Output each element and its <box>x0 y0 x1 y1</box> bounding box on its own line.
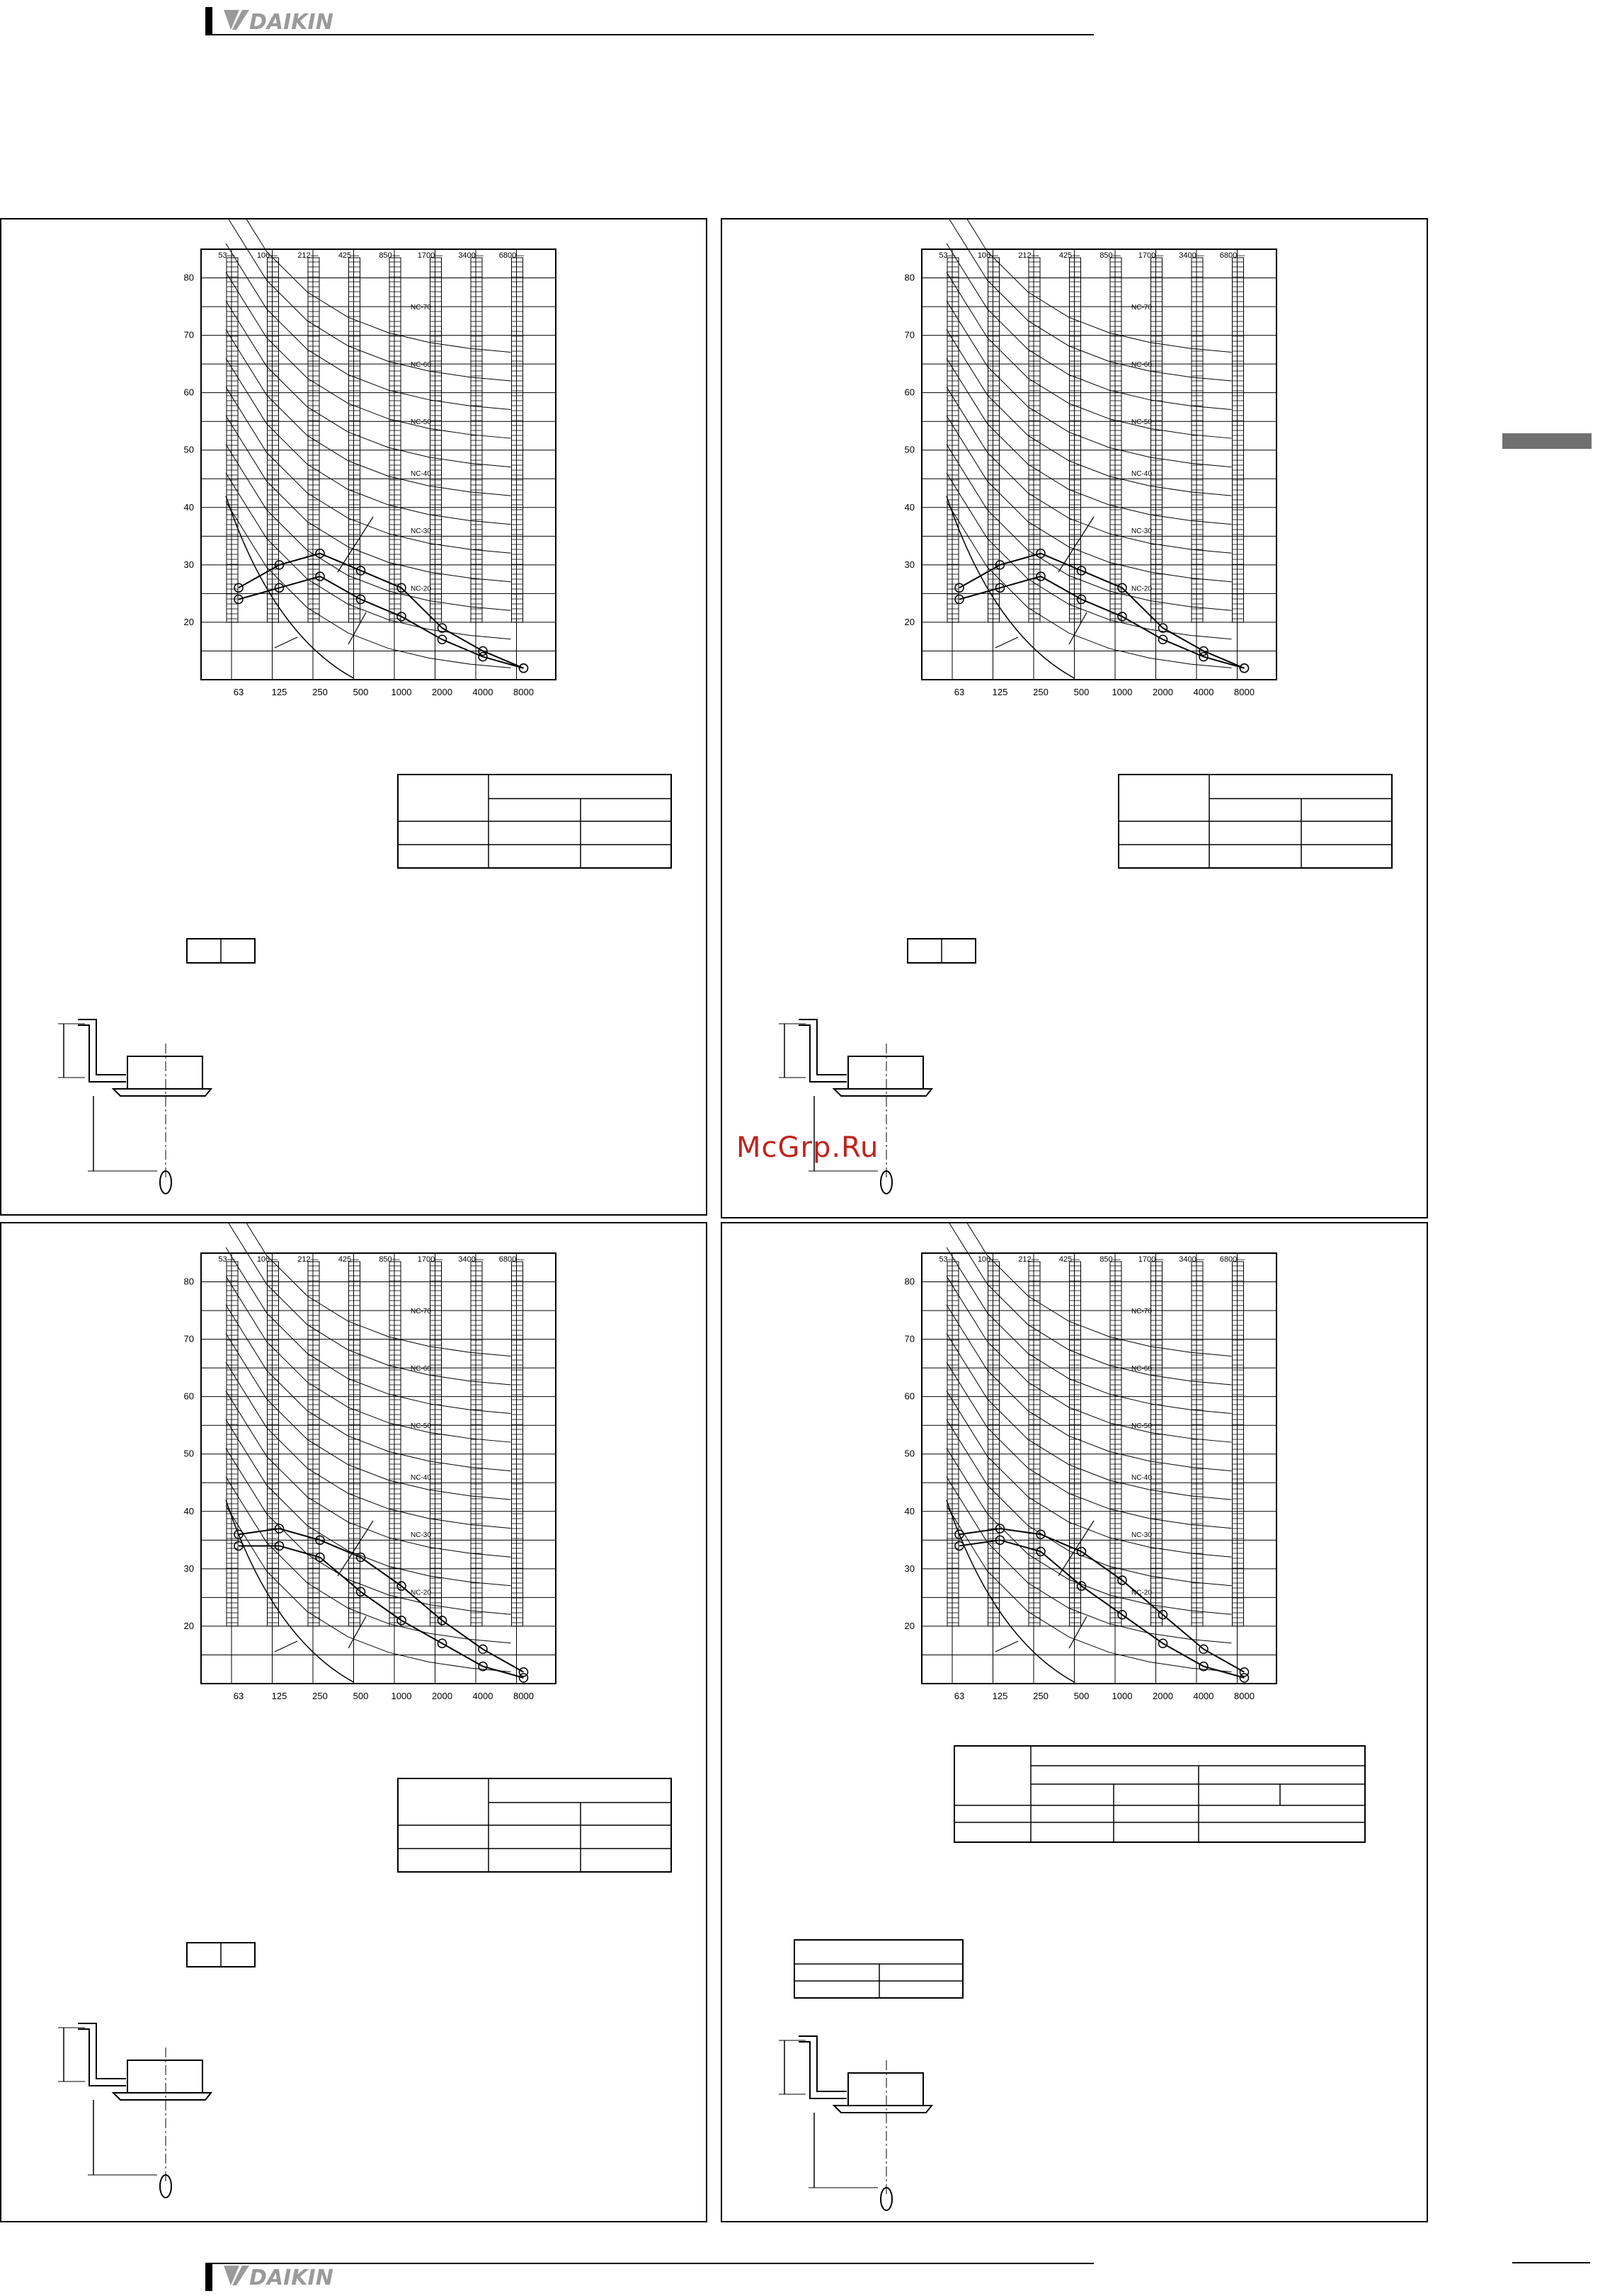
octave-band <box>988 1262 1000 1626</box>
y-tick-label: 70 <box>904 1333 915 1344</box>
octave-band-frame <box>988 1262 1000 1626</box>
nc-label: NC-50 <box>1131 418 1152 427</box>
nc-label: NC-20 <box>1131 585 1152 593</box>
octave-band <box>512 258 523 622</box>
band-label: 1700— <box>1138 1255 1164 1264</box>
octave-band-frame <box>389 1262 401 1626</box>
octave-band-frame <box>1110 258 1121 622</box>
octave-band-frame <box>1192 258 1203 622</box>
leader-line <box>1069 612 1087 644</box>
nc-label: NC-60 <box>411 361 431 370</box>
header-mark <box>205 7 212 35</box>
octave-band-frame <box>430 1262 442 1626</box>
nc-label: NC-30 <box>411 527 431 536</box>
spec-table <box>187 775 671 963</box>
indoor-unit <box>127 1056 202 1089</box>
octave-band <box>389 1262 401 1626</box>
table-frame <box>954 1746 1365 1842</box>
band-label: 425— <box>1058 251 1080 260</box>
x-tick-label: 8000 <box>1234 1691 1255 1701</box>
nc-curve <box>226 272 511 438</box>
x-tick-label: 8000 <box>513 1691 534 1701</box>
nc-label: NC-30 <box>1131 527 1152 536</box>
octave-band <box>430 1262 442 1626</box>
y-tick-label: 80 <box>183 1276 194 1287</box>
nc-label: NC-30 <box>1131 1531 1152 1540</box>
x-tick-label: 500 <box>353 1691 369 1701</box>
y-tick-label: 40 <box>183 1505 194 1517</box>
band-label: 850— <box>379 1255 400 1264</box>
nc-curve <box>947 1333 1232 1500</box>
x-tick-label: 8000 <box>1234 687 1255 697</box>
band-label: 6800— <box>1219 1255 1245 1264</box>
band-label: 106— <box>256 1255 278 1264</box>
octave-band-frame <box>471 258 482 622</box>
octave-band <box>308 258 319 622</box>
nc-curve <box>226 473 511 639</box>
header-bar-bottom <box>205 2263 1094 2291</box>
spec-table <box>908 775 1392 963</box>
band-label: 212— <box>297 251 319 260</box>
leader-line <box>995 1641 1018 1652</box>
nc-curve <box>226 1305 511 1471</box>
octave-band-frame <box>1151 258 1163 622</box>
band-label: 850— <box>1099 251 1121 260</box>
x-tick-label: 63 <box>233 687 244 697</box>
x-tick-label: 1000 <box>391 1691 412 1701</box>
x-tick-label: 63 <box>954 687 965 697</box>
octave-band <box>988 258 1000 622</box>
nc-curve <box>947 1276 1232 1442</box>
octave-band-frame <box>1029 1262 1040 1626</box>
chart-frame <box>201 249 556 680</box>
band-label: 850— <box>1099 1255 1121 1264</box>
band-label: 53— <box>939 1255 956 1264</box>
octave-band <box>268 1262 279 1626</box>
nc-label: NC-40 <box>1131 1474 1152 1483</box>
band-label: 53— <box>218 251 235 260</box>
x-tick-label: 250 <box>312 687 328 697</box>
octave-band <box>1233 258 1244 622</box>
y-tick-label: 40 <box>904 1505 915 1517</box>
y-tick-label: 30 <box>904 559 915 570</box>
nc-curve <box>947 1477 1232 1643</box>
spec-table <box>794 1746 1365 1998</box>
measurement-diagram <box>779 2036 932 2210</box>
x-tick-label: 250 <box>1033 1691 1049 1701</box>
y-tick-label: 50 <box>904 444 915 455</box>
ceiling-profile <box>799 2042 847 2098</box>
octave-band-frame <box>227 258 238 622</box>
y-tick-label: 20 <box>904 616 915 627</box>
band-label: 850— <box>379 251 400 260</box>
indoor-unit <box>127 2060 202 2093</box>
nc-chart <box>184 1223 556 1701</box>
y-tick-label: 50 <box>183 444 194 455</box>
octave-band-frame <box>512 258 523 622</box>
x-tick-label: 4000 <box>1193 687 1214 697</box>
leader-line <box>1058 517 1094 572</box>
x-tick-label: 2000 <box>432 687 452 697</box>
panel-3 <box>0 1222 707 2222</box>
nc-label: NC-20 <box>411 585 431 593</box>
nc-label: NC-40 <box>411 1474 431 1483</box>
octave-band <box>947 258 959 622</box>
band-label: 53— <box>218 1255 235 1264</box>
x-tick-label: 1000 <box>1112 687 1133 697</box>
nc-label: NC-70 <box>1131 1308 1152 1316</box>
footer-mark <box>205 2263 212 2291</box>
x-tick-label: 1000 <box>1112 1691 1133 1701</box>
nc-curve <box>947 1449 1232 1615</box>
octave-band <box>389 258 401 622</box>
band-label: 6800— <box>498 1255 525 1264</box>
chart-frame <box>922 1253 1276 1684</box>
x-tick-label: 250 <box>1033 687 1049 697</box>
ceiling-profile <box>799 1025 847 1082</box>
y-tick-label: 70 <box>904 329 915 341</box>
nc-curve <box>226 358 511 525</box>
chart-frame <box>922 249 1276 680</box>
octave-band <box>1192 1262 1203 1626</box>
octave-band-frame <box>1192 1262 1203 1626</box>
decoration-panel <box>834 1089 932 1096</box>
nc-label: NC-30 <box>411 1531 431 1540</box>
chart-frame <box>201 1253 556 1684</box>
x-tick-label: 4000 <box>472 687 493 697</box>
octave-band-frame <box>1110 1262 1121 1626</box>
nc-curve <box>947 219 1232 352</box>
octave-band <box>1110 258 1121 622</box>
x-tick-label: 125 <box>992 1691 1008 1701</box>
octave-band <box>349 1262 360 1626</box>
nc-label: NC-60 <box>411 1365 431 1373</box>
nc-curve <box>947 301 1232 467</box>
leader-line <box>995 637 1018 648</box>
y-tick-label: 30 <box>183 559 194 570</box>
band-label: 106— <box>977 251 999 260</box>
nc-curve <box>226 1333 511 1500</box>
octave-band <box>471 1262 482 1626</box>
nc-label: NC-70 <box>411 1308 431 1316</box>
nc-curve <box>226 1223 511 1356</box>
nc-label: NC-50 <box>411 1422 431 1431</box>
nc-curve <box>226 219 511 381</box>
x-tick-label: 125 <box>992 687 1008 697</box>
nc-curve <box>226 1477 511 1643</box>
indoor-unit <box>848 1056 923 1089</box>
nc-label: NC-20 <box>411 1589 431 1597</box>
panel-1 <box>0 218 707 1216</box>
band-label: 3400— <box>1179 1255 1204 1264</box>
x-tick-label: 63 <box>233 1691 244 1701</box>
ceiling-profile <box>78 1020 126 1075</box>
ceiling-profile <box>799 2036 847 2091</box>
band-label: 425— <box>338 1255 360 1264</box>
band-label: 3400— <box>458 1255 484 1264</box>
nc-curve <box>226 301 511 467</box>
octave-band <box>227 1262 238 1626</box>
nc-label: NC-60 <box>1131 1365 1152 1373</box>
y-tick-label: 70 <box>183 329 194 341</box>
measurement-diagram <box>58 2023 211 2198</box>
nc-chart <box>184 219 556 697</box>
nc-label: NC-70 <box>1131 304 1152 312</box>
small-table-frame <box>794 1940 963 1998</box>
octave-band <box>1029 258 1040 622</box>
footer-rule <box>212 2263 1094 2264</box>
y-tick-label: 70 <box>183 1333 194 1344</box>
octave-band <box>430 258 442 622</box>
spec-table <box>187 1778 671 1967</box>
band-label: 6800— <box>498 251 525 260</box>
nc-chart <box>905 219 1276 697</box>
octave-band-frame <box>349 1262 360 1626</box>
leader-line <box>275 637 297 648</box>
octave-band <box>947 1262 959 1626</box>
octave-band-frame <box>1070 1262 1081 1626</box>
daikin-logo-text: DAIKIN <box>249 2266 333 2290</box>
y-tick-label: 20 <box>904 1620 915 1631</box>
ceiling-profile <box>78 2023 126 2079</box>
octave-band <box>308 1262 319 1626</box>
x-tick-label: 125 <box>271 687 287 697</box>
band-label: 6800— <box>1219 251 1245 260</box>
nc-curve <box>947 219 1232 381</box>
panel-4-drawing <box>722 1223 1427 2221</box>
nc-label: NC-60 <box>1131 361 1152 370</box>
leader-line <box>338 517 373 572</box>
y-tick-label: 40 <box>183 501 194 513</box>
octave-band-frame <box>268 1262 279 1626</box>
y-tick-label: 20 <box>183 616 194 627</box>
x-tick-label: 8000 <box>513 687 534 697</box>
x-tick-label: 2000 <box>1153 1691 1173 1701</box>
nc-label: NC-40 <box>1131 470 1152 479</box>
y-tick-label: 40 <box>904 501 915 513</box>
section-side-tab <box>1502 433 1592 449</box>
y-tick-label: 50 <box>183 1448 194 1459</box>
leader-line <box>1058 1521 1094 1576</box>
x-tick-label: 500 <box>1073 1691 1090 1701</box>
leader-line <box>348 612 366 644</box>
y-tick-label: 80 <box>904 1276 915 1287</box>
octave-band <box>227 258 238 622</box>
nc-curve <box>947 445 1232 611</box>
indoor-unit <box>848 2073 923 2106</box>
band-label: 106— <box>256 251 278 260</box>
leader-line <box>275 1641 297 1652</box>
band-label: 212— <box>1018 1255 1039 1264</box>
nc-label: NC-20 <box>1131 1589 1152 1597</box>
y-tick-label: 60 <box>904 1390 915 1402</box>
nc-curve <box>947 1223 1232 1385</box>
nc-curve <box>226 445 511 611</box>
watermark-text: McGrp.Ru <box>736 1131 879 1164</box>
y-tick-label: 60 <box>183 387 194 398</box>
octave-band <box>1110 1262 1121 1626</box>
panel-3-drawing <box>1 1223 706 2221</box>
measurement-diagram <box>779 1020 932 1194</box>
x-tick-label: 63 <box>954 1691 965 1701</box>
y-tick-label: 30 <box>904 1563 915 1574</box>
octave-band-frame <box>227 1262 238 1626</box>
page-number-rule <box>1512 2262 1590 2263</box>
octave-band <box>1029 1262 1040 1626</box>
y-tick-label: 80 <box>904 272 915 283</box>
panel-4 <box>721 1222 1428 2222</box>
x-tick-label: 125 <box>271 1691 287 1701</box>
measurement-diagram <box>58 1020 211 1194</box>
octave-band <box>1070 1262 1081 1626</box>
x-tick-label: 250 <box>312 1691 328 1701</box>
x-tick-label: 4000 <box>1193 1691 1214 1701</box>
header-bar-top <box>205 7 1094 35</box>
y-tick-label: 30 <box>183 1563 194 1574</box>
band-label: 3400— <box>458 251 484 260</box>
x-tick-label: 500 <box>353 687 369 697</box>
nc-curve <box>226 329 511 496</box>
x-tick-label: 2000 <box>432 1691 452 1701</box>
nc-curve <box>947 358 1232 525</box>
nc-label: NC-70 <box>411 304 431 312</box>
nc-curve <box>226 1449 511 1615</box>
octave-band-frame <box>308 258 319 622</box>
octave-band-frame <box>512 1262 523 1626</box>
x-tick-label: 4000 <box>472 1691 493 1701</box>
decoration-panel <box>113 1089 211 1096</box>
nc-curve <box>947 1305 1232 1471</box>
nc-label: NC-50 <box>1131 1422 1152 1431</box>
nc-curve <box>947 329 1232 496</box>
octave-band-frame <box>1151 1262 1163 1626</box>
band-label: 1700— <box>1138 251 1164 260</box>
band-label: 1700— <box>417 251 443 260</box>
decoration-panel <box>834 2106 932 2113</box>
band-label: 106— <box>977 1255 999 1264</box>
octave-band <box>268 258 279 622</box>
octave-band <box>1151 1262 1163 1626</box>
octave-band <box>471 258 482 622</box>
ceiling-profile <box>78 1025 126 1082</box>
band-label: 1700— <box>417 1255 443 1264</box>
measured-series-line <box>959 1540 1245 1678</box>
octave-band-frame <box>1233 258 1244 622</box>
leader-line <box>338 1521 373 1576</box>
x-tick-label: 1000 <box>391 687 412 697</box>
octave-band-frame <box>947 258 959 622</box>
octave-band <box>1192 258 1203 622</box>
octave-band-frame <box>947 1262 959 1626</box>
octave-band-frame <box>988 258 1000 622</box>
nc-curve <box>947 1223 1232 1356</box>
octave-band <box>512 1262 523 1626</box>
band-label: 425— <box>338 251 360 260</box>
band-label: 53— <box>939 251 956 260</box>
band-label: 212— <box>1018 251 1039 260</box>
band-label: 3400— <box>1179 251 1204 260</box>
octave-band-frame <box>1029 258 1040 622</box>
panel-2 <box>721 218 1428 1218</box>
decoration-panel <box>113 2093 211 2100</box>
band-label: 425— <box>1058 1255 1080 1264</box>
nc-curve <box>226 1362 511 1529</box>
daikin-logo-text: DAIKIN <box>249 10 333 34</box>
header-rule <box>212 34 1094 35</box>
ceiling-profile <box>78 2029 126 2086</box>
octave-band <box>1151 258 1163 622</box>
y-tick-label: 50 <box>904 1448 915 1459</box>
y-tick-label: 60 <box>904 387 915 398</box>
nc-curve <box>226 219 511 352</box>
y-tick-label: 20 <box>183 1620 194 1631</box>
y-tick-label: 60 <box>183 1390 194 1402</box>
nc-curve <box>947 272 1232 438</box>
x-tick-label: 2000 <box>1153 687 1173 697</box>
octave-band <box>1233 1262 1244 1626</box>
x-tick-label: 500 <box>1073 687 1090 697</box>
nc-label: NC-40 <box>411 470 431 479</box>
band-label: 212— <box>297 1255 319 1264</box>
nc-curve <box>226 1223 511 1385</box>
octave-band-frame <box>268 258 279 622</box>
octave-band-frame <box>308 1262 319 1626</box>
octave-band-frame <box>430 258 442 622</box>
leader-line <box>348 1616 366 1648</box>
nc-label: NC-50 <box>411 418 431 427</box>
y-tick-label: 80 <box>183 272 194 283</box>
nc-curve <box>947 1362 1232 1529</box>
nc-curve <box>226 1276 511 1442</box>
octave-band-frame <box>471 1262 482 1626</box>
nc-curve <box>947 473 1232 639</box>
octave-band-frame <box>389 258 401 622</box>
daikin-logo-footer <box>221 2263 377 2290</box>
leader-line <box>1069 1616 1087 1648</box>
daikin-logo <box>221 7 377 34</box>
ceiling-profile <box>799 1020 847 1075</box>
octave-band-frame <box>1233 1262 1244 1626</box>
panel-2-drawing <box>722 219 1427 1217</box>
nc-chart <box>905 1223 1276 1701</box>
panel-1-drawing <box>1 219 706 1214</box>
